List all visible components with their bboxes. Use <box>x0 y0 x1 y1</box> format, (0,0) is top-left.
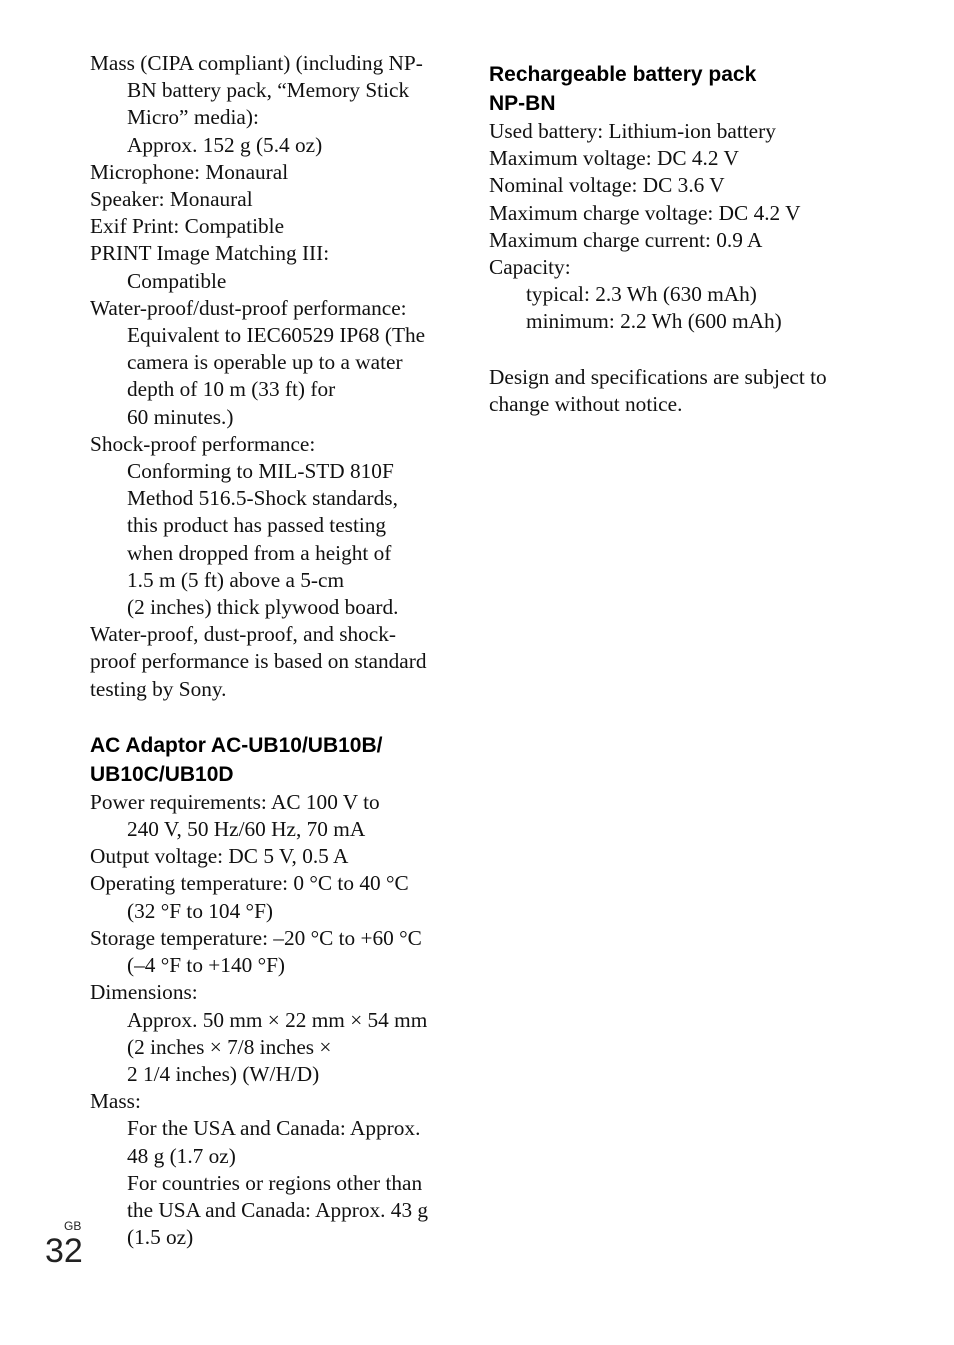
left-spec-detail-line: Approx. 152 g (5.4 oz) <box>127 132 323 157</box>
page-number: 32 <box>45 1232 83 1270</box>
left-spec-line: Microphone: Monaural <box>90 159 289 184</box>
spacer <box>489 50 859 60</box>
right-spec-line: Design and specifications are subject to <box>489 364 827 389</box>
left-spec-detail-line: (2 inches) thick plywood board. <box>127 595 399 620</box>
left-spec-line: proof performance is based on standard <box>90 649 427 674</box>
right-column <box>489 50 859 418</box>
left-spec-detail-line: 2 1/4 inches) (W/H/D) <box>127 1061 320 1086</box>
left-section-heading: UB10C/UB10D <box>90 762 234 786</box>
left-spec-line: Mass: <box>90 1089 141 1114</box>
left-spec-detail-line: (2 inches × 7/8 inches × <box>127 1034 332 1059</box>
left-spec-line: Mass (CIPA compliant) (including NP- <box>90 51 423 75</box>
left-spec-detail-line: (32 °F to 104 °F) <box>127 898 274 923</box>
spacer <box>489 336 859 364</box>
left-spec-line: Speaker: Monaural <box>90 187 253 212</box>
right-section-heading: NP-BN <box>489 92 556 115</box>
left-spec-detail-line: Micro” media): <box>127 105 259 130</box>
left-spec-detail-line: Method 516.5-Shock standards, <box>127 486 398 511</box>
left-spec-detail-line: the USA and Canada: Approx. 43 g <box>127 1197 429 1222</box>
left-spec-detail-line: BN battery pack, “Memory Stick <box>127 78 410 103</box>
left-spec-detail-line: For the USA and Canada: Approx. <box>127 1116 421 1141</box>
left-spec-detail-line: Compatible <box>127 268 227 293</box>
right-spec-line: Nominal voltage: DC 3.6 V <box>489 173 725 198</box>
left-spec-line: PRINT Image Matching III: <box>90 241 330 266</box>
left-spec-detail-line: camera is operable up to a water <box>127 350 403 375</box>
right-spec-line: Maximum voltage: DC 4.2 V <box>489 146 739 171</box>
left-spec-detail-line: when dropped from a height of <box>127 540 392 565</box>
right-spec-line: Capacity: <box>489 255 571 280</box>
left-spec-detail-line: 1.5 m (5 ft) above a 5-cm <box>127 567 345 592</box>
left-section-heading: AC Adaptor AC-UB10/UB10B/ <box>90 733 383 757</box>
left-spec-detail-line: (1.5 oz) <box>127 1225 194 1250</box>
right-section-heading: Rechargeable battery pack <box>489 63 757 86</box>
left-spec-line: Operating temperature: 0 °C to 40 °C <box>90 871 409 896</box>
spacer <box>90 703 450 731</box>
right-spec-detail-line: minimum: 2.2 Wh (600 mAh) <box>526 309 782 334</box>
right-spec-line: Maximum charge voltage: DC 4.2 V <box>489 200 801 225</box>
left-spec-detail-line: this product has passed testing <box>127 513 387 538</box>
left-spec-line: Exif Print: Compatible <box>90 214 285 239</box>
left-spec-line: Dimensions: <box>90 980 198 1005</box>
left-spec-detail-line: (–4 °F to +140 °F) <box>127 953 286 978</box>
right-spec-detail-line: typical: 2.3 Wh (630 mAh) <box>526 282 757 307</box>
left-spec-detail-line: Conforming to MIL-STD 810F <box>127 459 394 484</box>
left-spec-line: Water-proof, dust-proof, and shock- <box>90 622 396 647</box>
left-spec-detail-line: Approx. 50 mm × 22 mm × 54 mm <box>127 1007 428 1032</box>
left-spec-detail-line: Equivalent to IEC60529 IP68 (The <box>127 323 426 348</box>
left-spec-detail-line: depth of 10 m (33 ft) for <box>127 377 336 402</box>
right-spec-line: change without notice. <box>489 391 683 416</box>
left-column <box>90 50 450 1251</box>
left-spec-line: testing by Sony. <box>90 676 227 701</box>
left-spec-detail-line: For countries or regions other than <box>127 1170 423 1195</box>
region-code: GB <box>64 1219 82 1233</box>
right-spec-line: Maximum charge current: 0.9 A <box>489 227 763 252</box>
left-spec-line: Shock-proof performance: <box>90 431 316 456</box>
left-spec-line: Output voltage: DC 5 V, 0.5 A <box>90 844 349 869</box>
left-spec-line: Water-proof/dust-proof performance: <box>90 295 407 320</box>
right-spec-line: Used battery: Lithium-ion battery <box>489 119 776 143</box>
left-spec-detail-line: 48 g (1.7 oz) <box>127 1143 236 1168</box>
left-spec-detail-line: 60 minutes.) <box>127 404 234 429</box>
left-spec-line: Storage temperature: –20 °C to +60 °C <box>90 925 422 950</box>
left-spec-line: Power requirements: AC 100 V to <box>90 789 380 814</box>
left-spec-detail-line: 240 V, 50 Hz/60 Hz, 70 mA <box>127 817 366 842</box>
